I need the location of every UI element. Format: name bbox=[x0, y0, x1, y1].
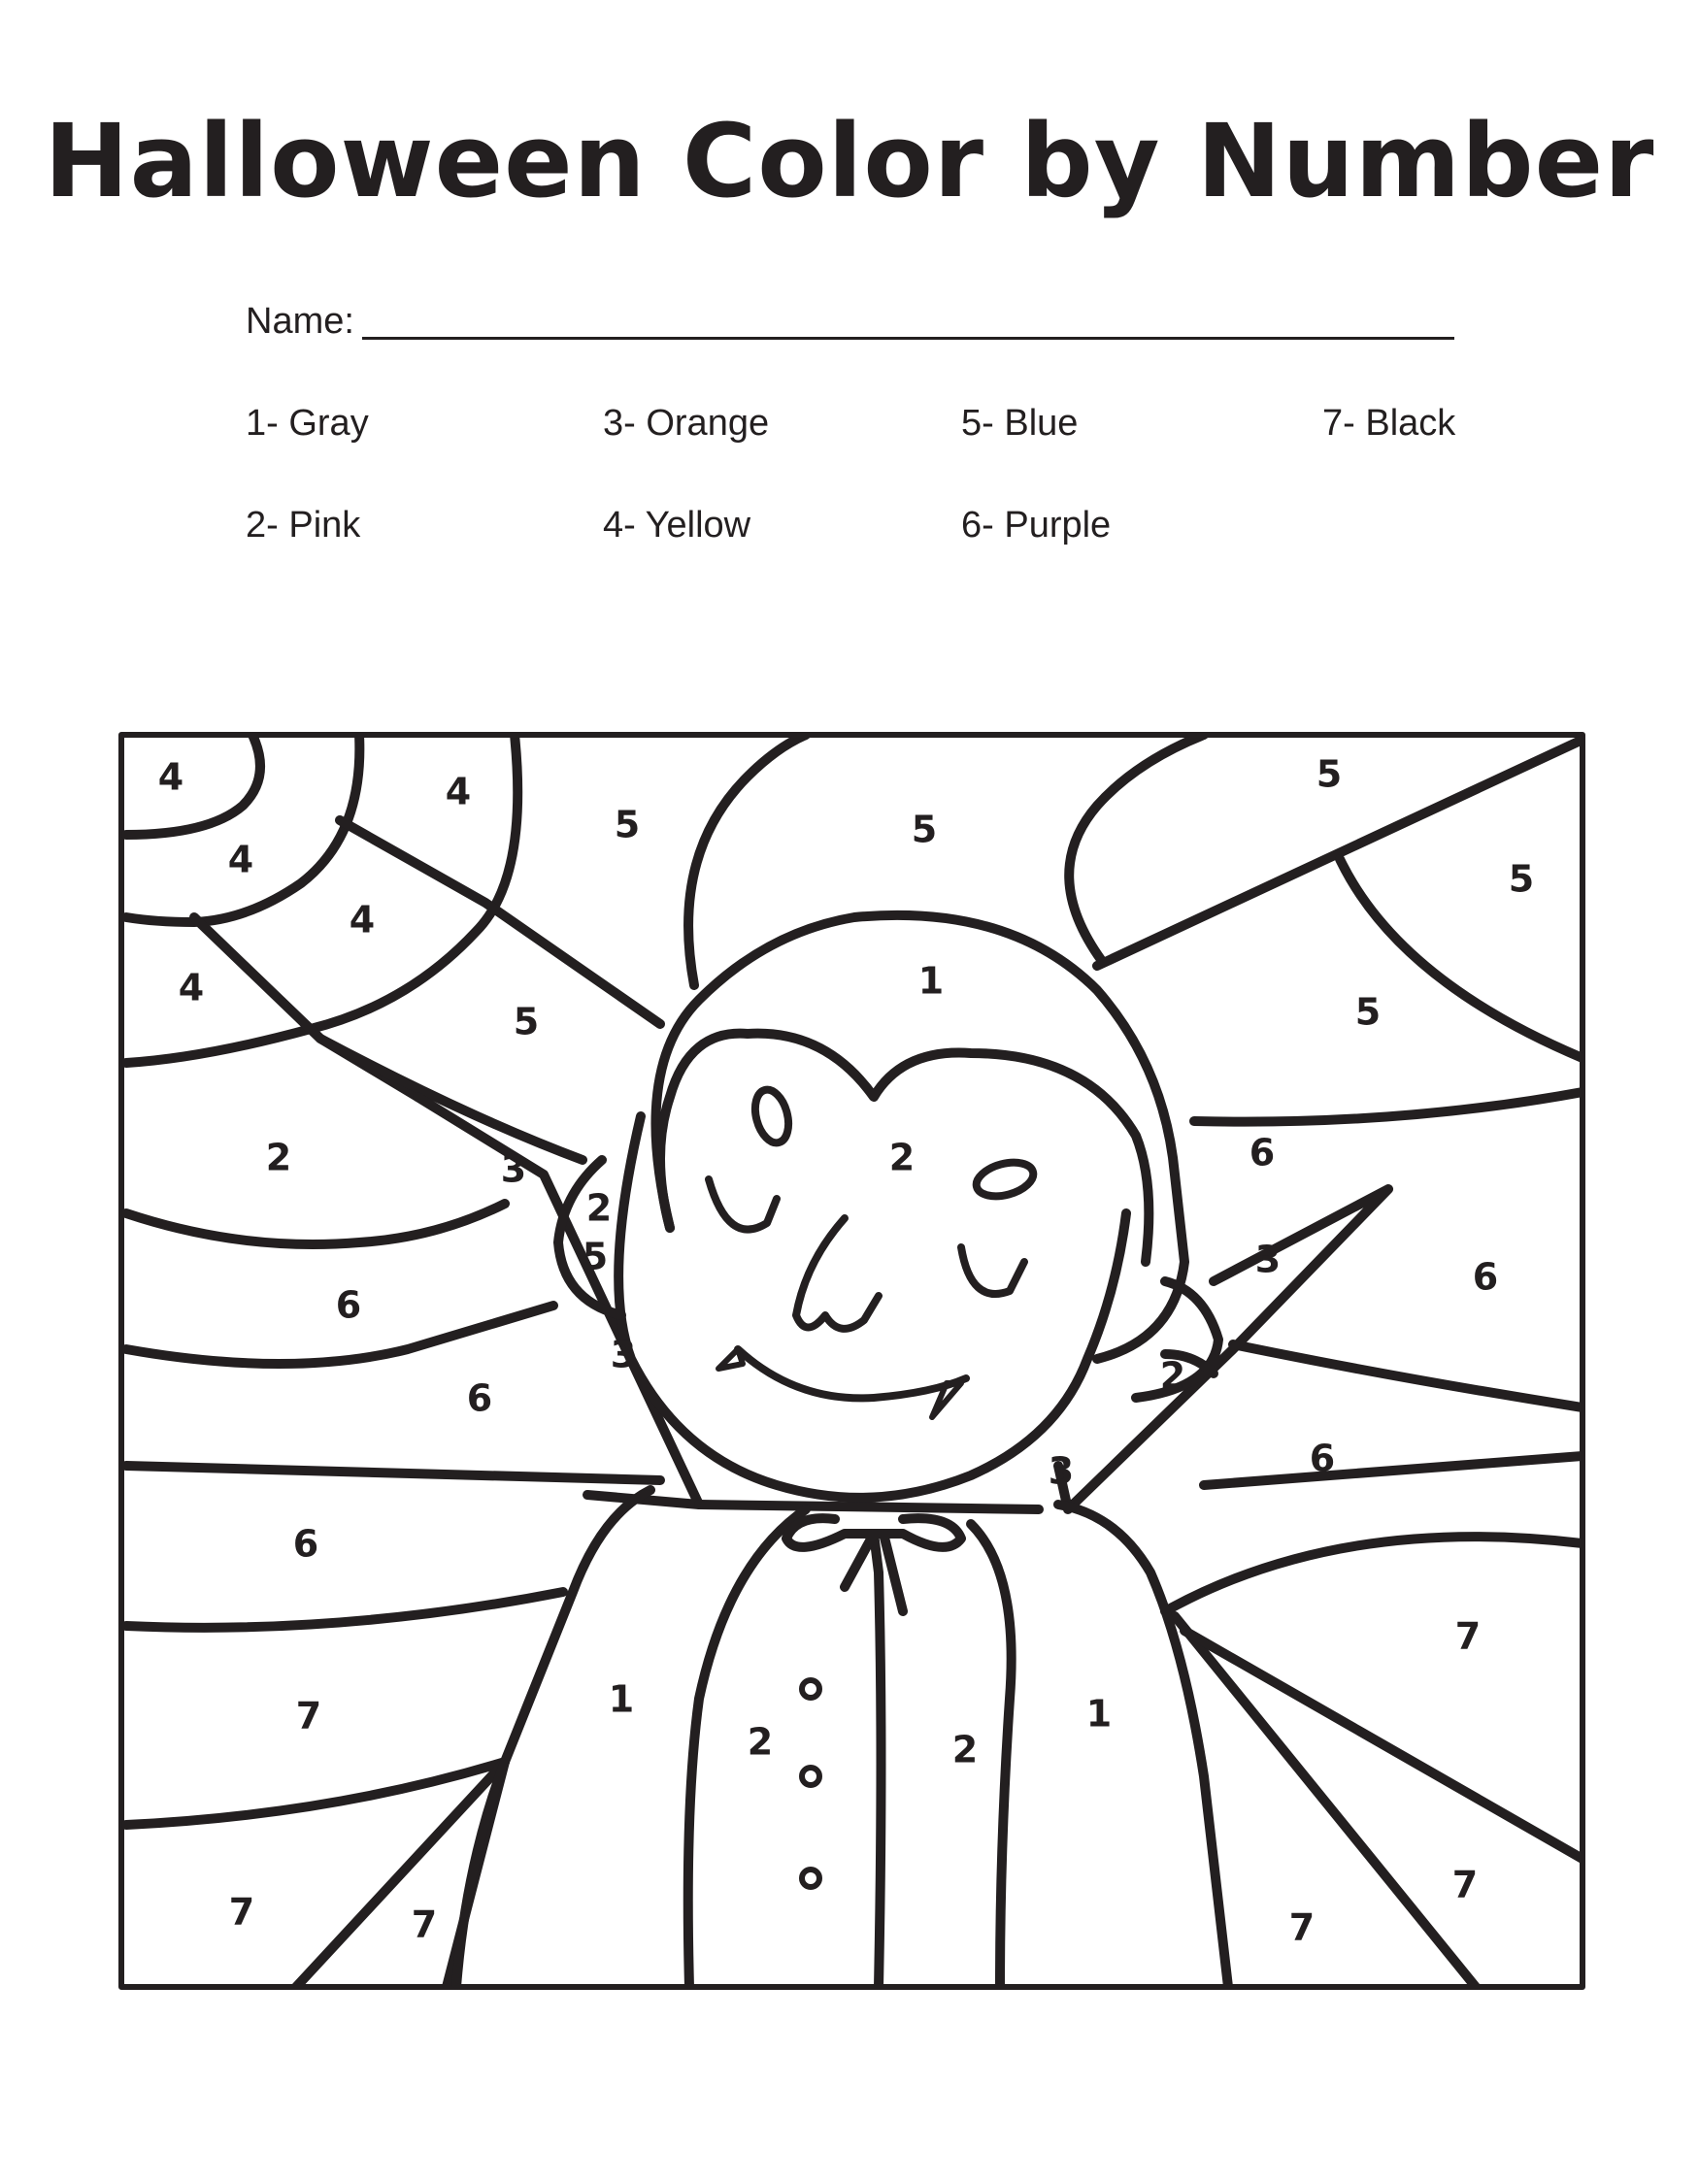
collar-bottom bbox=[699, 1505, 1039, 1509]
region-number: 2 bbox=[747, 1720, 774, 1764]
cape-left-edge bbox=[456, 1490, 650, 1987]
sky-band-5 bbox=[126, 1592, 563, 1628]
region-number: 2 bbox=[888, 1136, 916, 1179]
region-number: 2 bbox=[265, 1136, 292, 1179]
sky-band-1 bbox=[320, 1039, 583, 1160]
region-number: 1 bbox=[1085, 1692, 1113, 1736]
cape-right-edge bbox=[1058, 1505, 1228, 1987]
color-key-2: 2- Pink bbox=[246, 505, 361, 546]
region-number: 5 bbox=[513, 1000, 540, 1043]
region-number: 3 bbox=[610, 1333, 637, 1376]
region-number: 7 bbox=[1454, 1614, 1482, 1658]
region-number: 2 bbox=[951, 1728, 979, 1771]
sky-band-r2 bbox=[1194, 1092, 1582, 1122]
color-key-4: 4- Yellow bbox=[603, 505, 751, 546]
region-number: 4 bbox=[178, 966, 205, 1009]
color-key-6: 6- Purple bbox=[961, 505, 1112, 546]
sky-band-6 bbox=[126, 1762, 505, 1825]
sky-band-4 bbox=[126, 1466, 660, 1480]
sky-band-r3 bbox=[1233, 1344, 1582, 1407]
region-number: 3 bbox=[500, 1147, 527, 1191]
moon-ring-1 bbox=[126, 735, 260, 835]
left-eyebrow bbox=[750, 1086, 793, 1146]
mouth bbox=[738, 1349, 966, 1398]
region-number: 4 bbox=[157, 755, 184, 799]
coat-button-3 bbox=[802, 1870, 819, 1887]
moon-divider-1 bbox=[340, 820, 660, 1024]
sky-band-2 bbox=[126, 1204, 505, 1244]
region-number: 5 bbox=[911, 808, 938, 851]
color-key-7: 7- Black bbox=[1322, 403, 1456, 444]
region-number: 4 bbox=[349, 898, 376, 942]
region-number: 6 bbox=[1472, 1255, 1499, 1299]
region-number: 6 bbox=[1249, 1131, 1276, 1175]
region-number: 7 bbox=[295, 1694, 322, 1737]
coat-button-1 bbox=[802, 1680, 819, 1698]
right-eyebrow bbox=[973, 1157, 1037, 1202]
region-number: 5 bbox=[614, 803, 641, 846]
name-label: Name: bbox=[246, 301, 354, 342]
region-number: 3 bbox=[1048, 1449, 1075, 1493]
region-number: 4 bbox=[227, 838, 254, 881]
left-fang bbox=[718, 1349, 743, 1369]
region-number: 5 bbox=[1508, 857, 1535, 901]
ray-br-2 bbox=[1184, 1631, 1582, 1859]
region-number: 2 bbox=[1159, 1354, 1186, 1398]
region-number: 6 bbox=[1309, 1437, 1336, 1480]
region-number: 1 bbox=[608, 1677, 635, 1721]
region-number: 5 bbox=[582, 1235, 609, 1278]
region-number: 6 bbox=[335, 1283, 362, 1327]
color-key-5: 5- Blue bbox=[961, 403, 1079, 444]
name-field-line[interactable] bbox=[362, 337, 1454, 340]
nose bbox=[796, 1218, 879, 1329]
region-number: 7 bbox=[1451, 1863, 1479, 1906]
region-number: 6 bbox=[292, 1522, 319, 1566]
region-number: 7 bbox=[411, 1903, 438, 1946]
left-eye bbox=[709, 1179, 777, 1230]
cape-collar-right bbox=[1058, 1189, 1388, 1509]
region-number: 2 bbox=[585, 1186, 613, 1230]
region-number: 3 bbox=[1254, 1238, 1282, 1281]
region-number: 1 bbox=[917, 959, 945, 1003]
region-number: 7 bbox=[228, 1890, 255, 1934]
right-eye bbox=[961, 1247, 1024, 1294]
bat-wing-arch bbox=[688, 735, 806, 985]
region-number: 5 bbox=[1316, 752, 1343, 796]
color-key-3: 3- Orange bbox=[603, 403, 770, 444]
region-number: 6 bbox=[466, 1376, 493, 1420]
sky-band-r5 bbox=[1165, 1537, 1582, 1611]
coat-button-2 bbox=[802, 1768, 819, 1785]
sky-band-r4 bbox=[1204, 1456, 1582, 1485]
region-number: 7 bbox=[1288, 1905, 1316, 1949]
coat-center bbox=[874, 1534, 882, 1987]
region-number: 4 bbox=[445, 770, 472, 813]
region-number-labels bbox=[158, 753, 1534, 1949]
vampire-coloring-illustration bbox=[117, 730, 1587, 1992]
color-key-1: 1- Gray bbox=[246, 403, 369, 444]
region-number: 5 bbox=[1354, 990, 1382, 1034]
page-title: Halloween Color by Number bbox=[44, 102, 1655, 220]
